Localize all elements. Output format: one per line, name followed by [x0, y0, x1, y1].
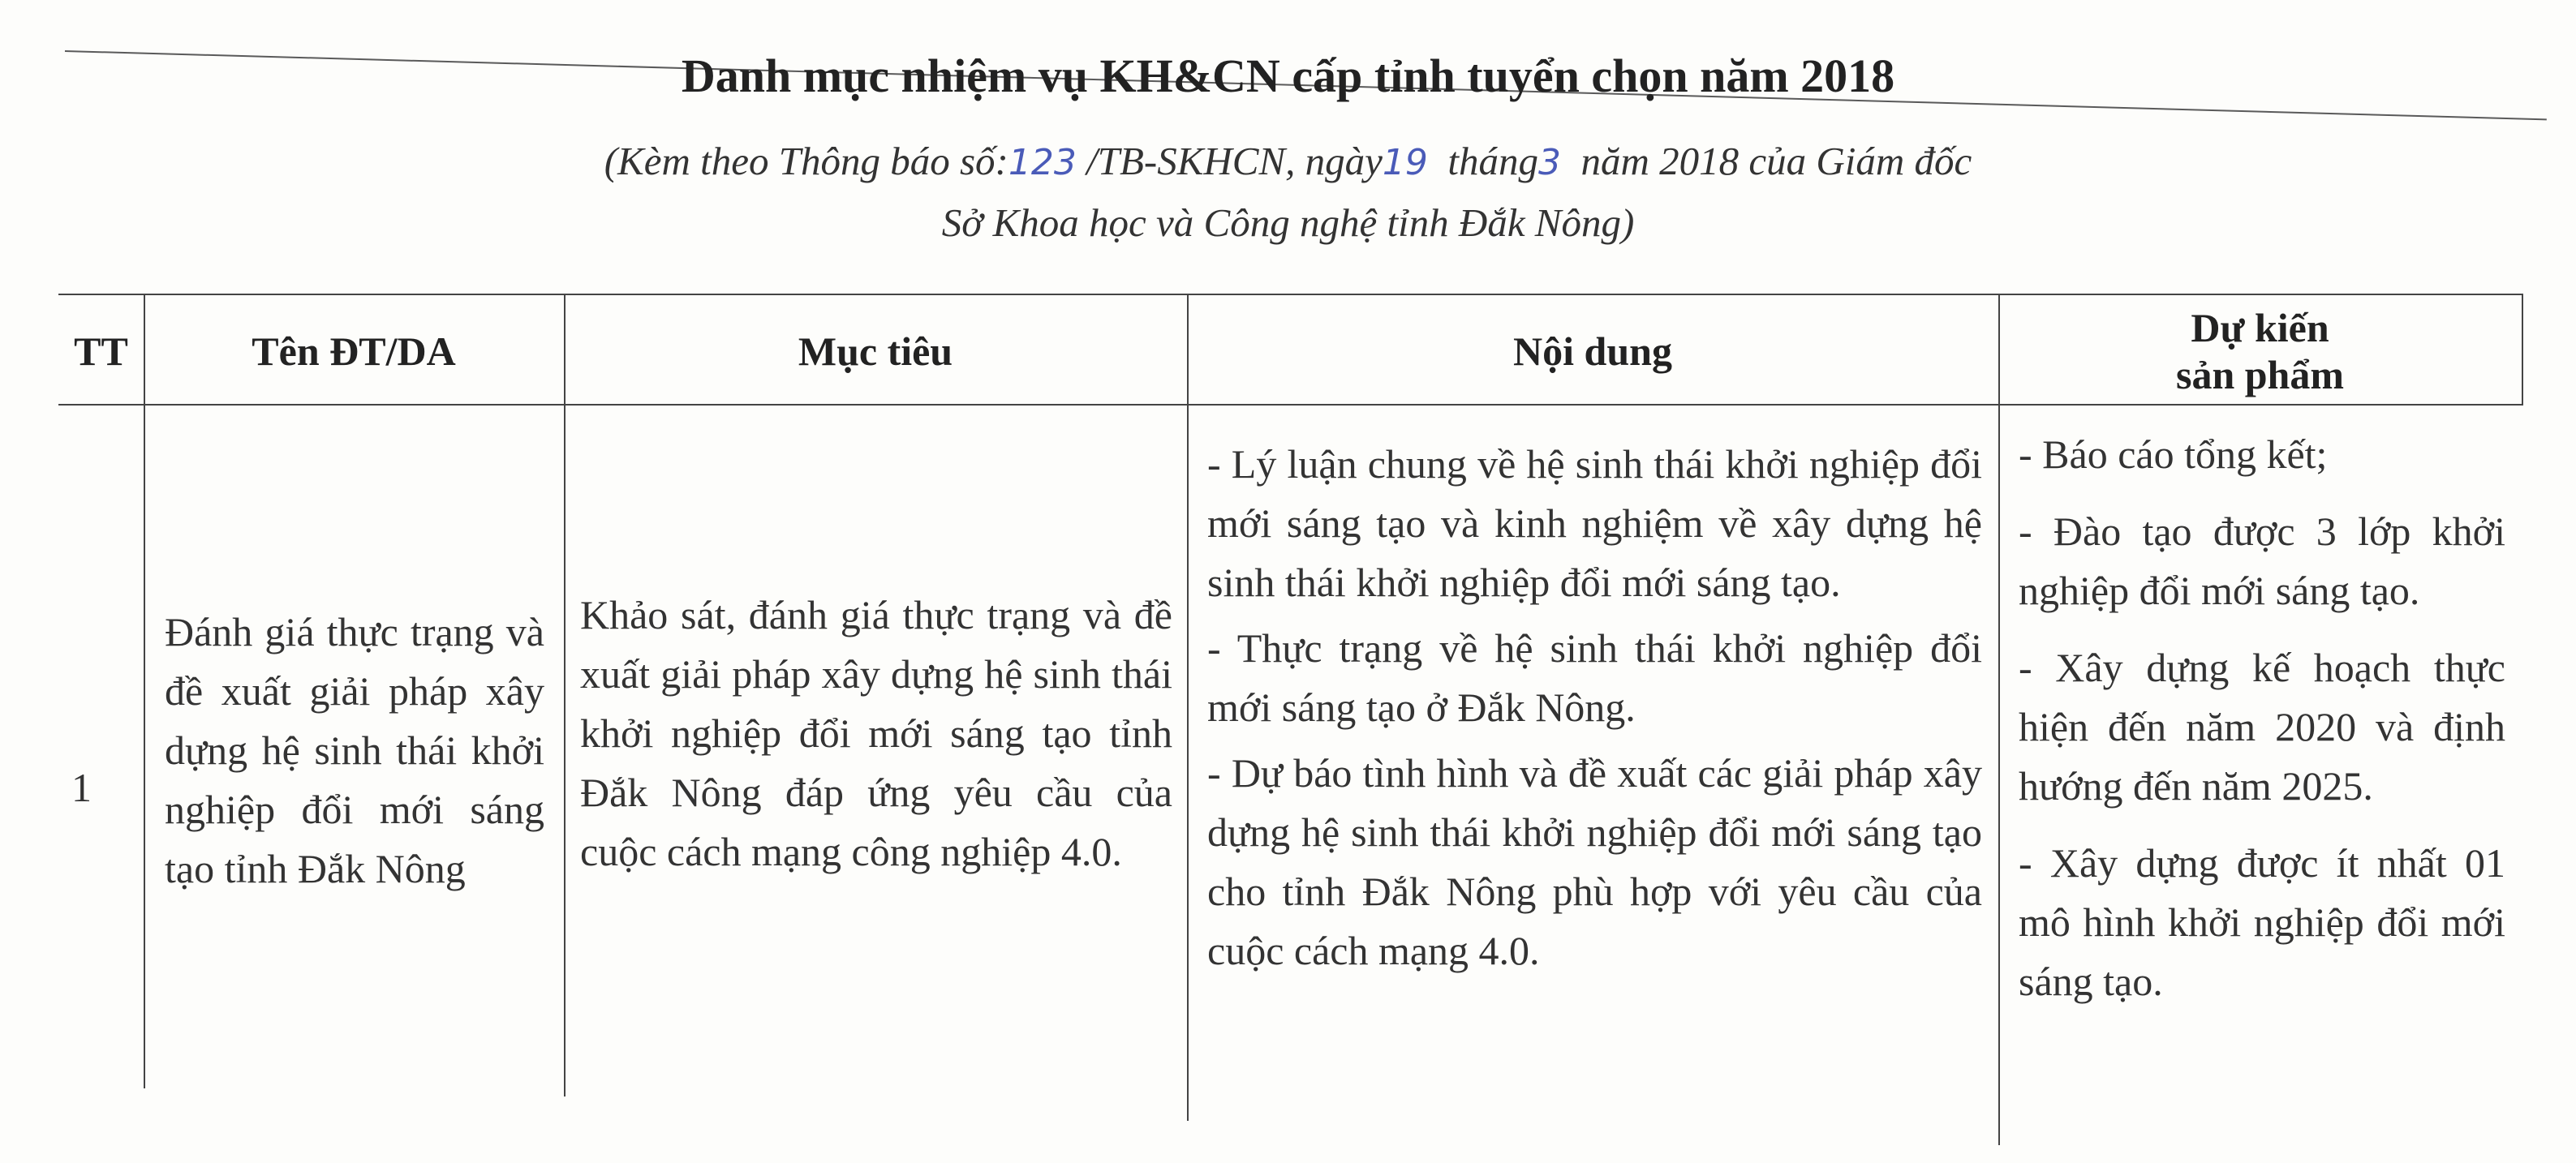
subtitle-year-issuer: năm 2018 của Giám đốc — [1580, 139, 1972, 183]
product-item-4: - Xây dựng được ít nhất 01 mô hình khởi nghiệp đổi mới sáng tạo. — [2019, 840, 2505, 1004]
handwritten-day: 19 — [1382, 142, 1428, 183]
column-divider-3 — [1187, 294, 1189, 1121]
header-name: Tên ĐT/DA — [252, 328, 456, 374]
header-products-line1: Dự kiến — [2191, 304, 2329, 350]
row-1-goal: Khảo sát, đánh giá thực trạng và đề xuất giải pháp xây dựng hệ sinh thái khởi nghiệp đổi mới sáng tạo tỉnh Đắk Nông đáp ứng yêu cầu của cuộc cách mạng công nghiệp 4.0. — [580, 592, 1172, 874]
table-top-border — [58, 294, 2523, 295]
product-item-1: - Báo cáo tổng kết; — [2019, 431, 2328, 477]
content-item-2: - Thực trạng về hệ sinh thái khởi nghiệp đổi mới sáng tạo ở Đắk Nông. — [1207, 625, 1982, 730]
row-1-tt: 1 — [71, 765, 92, 810]
content-item-3: - Dự báo tình hình và đề xuất các giải pháp xây dựng hệ sinh thái khởi nghiệp đổi mới sáng tạo cho tỉnh Đắk Nông phù hợp với yêu cầu của cuộc cách mạng 4.0. — [1207, 750, 1982, 973]
subtitle-prefix: (Kèm theo Thông báo số: — [604, 139, 1008, 183]
handwritten-notice-number: 123 — [1008, 142, 1077, 183]
subtitle-line-2: Sở Khoa học và Công nghệ tỉnh Đắk Nông) — [941, 200, 1635, 245]
column-divider-1 — [144, 294, 145, 1088]
row-1-name: Đánh giá thực trạng và đề xuất giải pháp xây dựng hệ sinh thái khởi nghiệp đổi mới sáng tạo tỉnh Đắk Nông — [165, 609, 544, 891]
header-content: Nội dung — [1513, 328, 1672, 374]
content-item-1: - Lý luận chung về hệ sinh thái khởi nghiệp đổi mới sáng tạo và kinh nghiệm về xây dựng hệ sinh thái khởi nghiệp đổi mới sáng tạo. — [1207, 441, 1982, 605]
handwritten-month: 3 — [1538, 142, 1561, 183]
header-goal: Mục tiêu — [798, 328, 953, 374]
column-divider-4 — [1998, 294, 2000, 1145]
product-item-3: - Xây dựng kế hoạch thực hiện đến năm 2020 và định hướng đến năm 2025. — [2019, 645, 2505, 809]
subtitle-notice-code: /TB-SKHCN, ngày — [1086, 139, 1383, 183]
document-title: Danh mục nhiệm vụ KH&CN cấp tỉnh tuyển chọn năm 2018 — [681, 49, 1895, 102]
column-divider-2 — [564, 294, 566, 1096]
row-1-content — [1207, 435, 1982, 981]
header-products-line2: sản phẩm — [2175, 351, 2345, 397]
product-item-2: - Đào tạo được 3 lớp khởi nghiệp đổi mới sáng tạo. — [2019, 509, 2505, 613]
table-right-border — [2522, 294, 2523, 406]
row-1-products — [2019, 425, 2505, 1011]
header-products — [1998, 296, 2522, 406]
header-tt: TT — [74, 328, 128, 374]
subtitle-month-label: tháng — [1447, 139, 1538, 183]
